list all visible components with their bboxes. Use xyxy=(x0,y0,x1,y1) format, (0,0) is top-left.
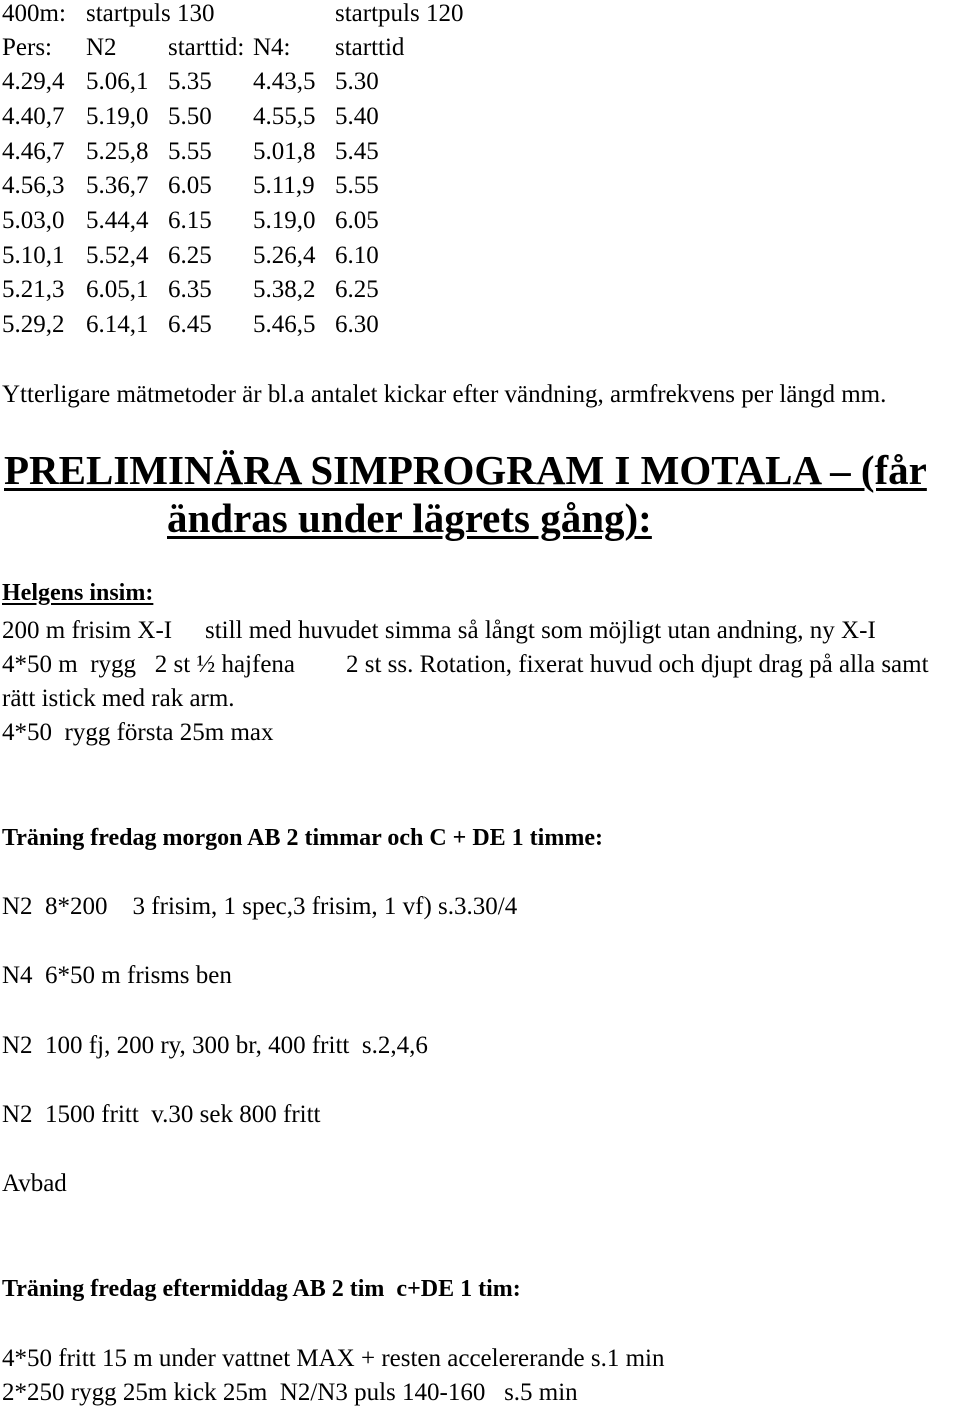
table-cell: 4.56,3 xyxy=(2,172,65,199)
table-cell: 5.26,4 xyxy=(253,242,316,269)
table-cell: 5.35 xyxy=(168,68,212,95)
morning-line: Avbad xyxy=(2,1170,67,1197)
table-cell: 6.45 xyxy=(168,311,212,338)
table-cell: 6.14,1 xyxy=(86,311,149,338)
table-cell: 6.25 xyxy=(168,242,212,269)
table-cell: 4.55,5 xyxy=(253,103,316,130)
afternoon-line: 4*50 fritt 15 m under vattnet MAX + resten accelererande s.1 min xyxy=(2,1345,665,1372)
table-cell: 6.05,1 xyxy=(86,276,149,303)
insim-line3: rätt istick med rak arm. xyxy=(2,685,235,712)
table-cell: 5.19,0 xyxy=(86,103,149,130)
morning-line: N2 1500 fritt v.30 sek 800 fritt xyxy=(2,1101,321,1128)
table-cell: 5.40 xyxy=(335,103,379,130)
table-cell: 5.52,4 xyxy=(86,242,149,269)
table-cell: 6.35 xyxy=(168,276,212,303)
table-cell: 4.40,7 xyxy=(2,103,65,130)
table-header-n4: N4: xyxy=(253,34,291,61)
table-cell: 5.45 xyxy=(335,138,379,165)
insim-line1-b: still med huvudet simma så långt som möjligt utan andning, ny X-I xyxy=(205,617,876,644)
insim-line1-a: 200 m frisim X-I xyxy=(2,617,173,644)
table-header-startpuls-n2: startpuls 130 xyxy=(86,0,215,27)
program-title-line2: ändras under lägrets gång): xyxy=(167,495,652,541)
table-cell: 5.38,2 xyxy=(253,276,316,303)
table-header-starttid-n4: starttid xyxy=(335,34,405,61)
insim-line4: 4*50 rygg första 25m max xyxy=(2,719,274,746)
table-cell: 5.03,0 xyxy=(2,207,65,234)
table-cell: 6.30 xyxy=(335,311,379,338)
table-cell: 5.21,3 xyxy=(2,276,65,303)
table-cell: 6.15 xyxy=(168,207,212,234)
morning-line: N4 6*50 m frisms ben xyxy=(2,962,232,989)
table-header-starttid-n2: starttid: xyxy=(168,34,245,61)
table-cell: 4.43,5 xyxy=(253,68,316,95)
morning-line: N2 100 fj, 200 ry, 300 br, 400 fritt s.2,4,6 xyxy=(2,1032,428,1059)
insim-line2-a: 4*50 m rygg 2 st ½ hajfena xyxy=(2,651,296,678)
table-cell: 5.06,1 xyxy=(86,68,149,95)
table-header-n2: N2 xyxy=(86,34,117,61)
table-header-distance: 400m: xyxy=(2,0,66,27)
insim-line2-b: 2 st ss. Rotation, fixerat huvud och djupt drag på alla samt xyxy=(346,651,929,678)
table-cell: 6.10 xyxy=(335,242,379,269)
table-cell: 5.46,5 xyxy=(253,311,316,338)
morning-line: N2 8*200 3 frisim, 1 spec,3 frisim, 1 vf) s.3.30/4 xyxy=(2,893,518,920)
table-cell: 5.50 xyxy=(168,103,212,130)
insim-heading: Helgens insim: xyxy=(2,580,154,606)
table-header-startpuls-n4: startpuls 120 xyxy=(335,0,464,27)
morning-heading: Träning fredag morgon AB 2 timmar och C + DE 1 timme: xyxy=(2,825,603,851)
table-cell: 5.10,1 xyxy=(2,242,65,269)
table-cell: 5.19,0 xyxy=(253,207,316,234)
table-cell: 5.55 xyxy=(168,138,212,165)
table-cell: 5.36,7 xyxy=(86,172,149,199)
table-cell: 6.05 xyxy=(168,172,212,199)
table-cell: 5.29,2 xyxy=(2,311,65,338)
table-cell: 5.01,8 xyxy=(253,138,316,165)
table-cell: 5.55 xyxy=(335,172,379,199)
table-cell: 6.25 xyxy=(335,276,379,303)
table-cell: 5.44,4 xyxy=(86,207,149,234)
afternoon-heading: Träning fredag eftermiddag AB 2 tim c+DE 1 tim: xyxy=(2,1276,521,1302)
table-cell: 6.05 xyxy=(335,207,379,234)
extra-methods-text: Ytterligare mätmetoder är bl.a antalet kickar efter vändning, armfrekvens per längd mm. xyxy=(2,381,887,408)
table-cell: 5.11,9 xyxy=(253,172,315,199)
table-cell: 5.25,8 xyxy=(86,138,149,165)
table-cell: 4.46,7 xyxy=(2,138,65,165)
table-cell: 4.29,4 xyxy=(2,68,65,95)
afternoon-line: 2*250 rygg 25m kick 25m N2/N3 puls 140-160 s.5 min xyxy=(2,1379,578,1406)
table-cell: 5.30 xyxy=(335,68,379,95)
program-title-line1: PRELIMINÄRA SIMPROGRAM I MOTALA – (får xyxy=(4,447,927,493)
table-header-pers: Pers: xyxy=(2,34,52,61)
